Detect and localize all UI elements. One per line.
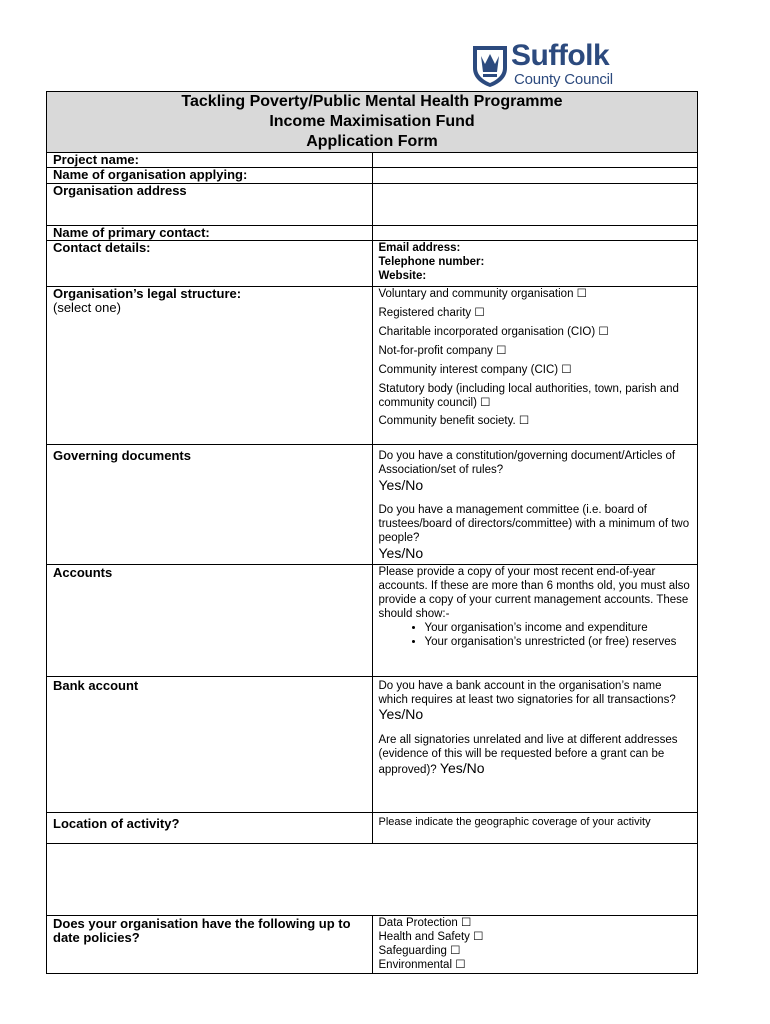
suffolk-logo	[471, 39, 631, 90]
bank-question-2	[379, 733, 692, 777]
bank-question-1-text: Do you have a bank account in the organisation’s name which requires at least two signatories for all transactions?	[378, 680, 676, 706]
accounts-label: Accounts	[47, 565, 373, 677]
accounts-list	[379, 621, 692, 649]
bank-question-1	[379, 679, 692, 723]
location-answer-field[interactable]	[47, 844, 698, 916]
logo-subtitle: County Council	[514, 71, 613, 88]
fund-title: Income Maximisation Fund	[269, 113, 475, 130]
location-label: Location of activity?	[47, 813, 373, 844]
project-name-field[interactable]	[372, 153, 698, 168]
project-name-label: Project name:	[47, 153, 373, 168]
accounts-text: Please provide a copy of your most recent end-of-year accounts. If these are more than 6 months old, you must also provide a copy of your current management accounts. These should show:-	[378, 566, 690, 620]
policy-option[interactable]: Health and Safety ☐	[378, 931, 484, 943]
bank-question-2-text: Are all signatories unrelated and live at different addresses (evidence of this will be requested before a grant can be approved)?	[378, 734, 678, 776]
legal-option[interactable]: Community interest company (CIC) ☐	[378, 364, 572, 376]
governing-docs-field	[372, 445, 698, 565]
bank-answer-1[interactable]: Yes/No	[378, 706, 424, 722]
legal-option[interactable]: Voluntary and community organisation ☐	[378, 288, 587, 300]
policy-option[interactable]: Data Protection ☐	[378, 917, 472, 929]
governing-question-2: Do you have a management committee (i.e. board of trustees/board of directors/committee) with a minimum of two people?	[378, 504, 690, 544]
contact-details-label: Contact details:	[47, 241, 373, 287]
org-name-label: Name of organisation applying:	[47, 168, 373, 184]
contact-details-field[interactable]	[372, 241, 698, 287]
primary-contact-label: Name of primary contact:	[47, 226, 373, 241]
legal-structure-label	[47, 287, 373, 445]
accounts-field	[372, 565, 698, 677]
accounts-bullet: • Your organisation’s income and expenditure	[425, 621, 692, 635]
accounts-bullet: • Your organisation’s unrestricted (or free) reserves	[425, 635, 692, 649]
governing-answer-1[interactable]: Yes/No	[378, 477, 424, 493]
bank-answer-2[interactable]: Yes/No	[439, 760, 485, 776]
policies-label: Does your organisation have the following up to date policies?	[47, 916, 373, 974]
bank-account-label: Bank account	[47, 677, 373, 813]
programme-title: Tackling Poverty/Public Mental Health Programme	[181, 93, 563, 110]
legal-option[interactable]: Statutory body (including local authorities, town, parish and community council) ☐	[378, 383, 679, 409]
legal-option[interactable]: Community benefit society. ☐	[378, 415, 530, 427]
governing-answer-2[interactable]: Yes/No	[378, 545, 424, 561]
website-label: Website:	[378, 270, 427, 282]
crest-icon	[471, 44, 509, 88]
form-title: Application Form	[306, 133, 438, 150]
policy-option[interactable]: Environmental ☐	[378, 959, 466, 971]
legal-option[interactable]: Not-for-profit company ☐	[378, 345, 507, 357]
org-address-label: Organisation address	[47, 184, 373, 226]
application-form-table	[46, 91, 698, 974]
governing-question-1: Do you have a constitution/governing document/Articles of Association/set of rules?	[378, 450, 676, 476]
policy-option[interactable]: Safeguarding ☐	[378, 945, 461, 957]
org-address-field[interactable]	[372, 184, 698, 226]
location-hint: Please indicate the geographic coverage of your activity	[372, 813, 698, 844]
legal-option[interactable]: Charitable incorporated organisation (CIO) ☐	[378, 326, 609, 338]
legal-structure-title: Organisation’s legal structure:	[53, 286, 242, 301]
telephone-label: Telephone number:	[378, 256, 485, 268]
legal-option[interactable]: Registered charity ☐	[378, 307, 485, 319]
governing-docs-label: Governing documents	[47, 445, 373, 565]
legal-structure-options	[372, 287, 698, 445]
form-header	[47, 92, 698, 153]
legal-structure-note: (select one)	[53, 300, 121, 315]
org-name-field[interactable]	[372, 168, 698, 184]
logo-title: Suffolk	[511, 39, 610, 72]
policies-field	[372, 916, 698, 974]
primary-contact-field[interactable]	[372, 226, 698, 241]
email-label: Email address:	[378, 242, 461, 254]
bank-account-field	[372, 677, 698, 813]
